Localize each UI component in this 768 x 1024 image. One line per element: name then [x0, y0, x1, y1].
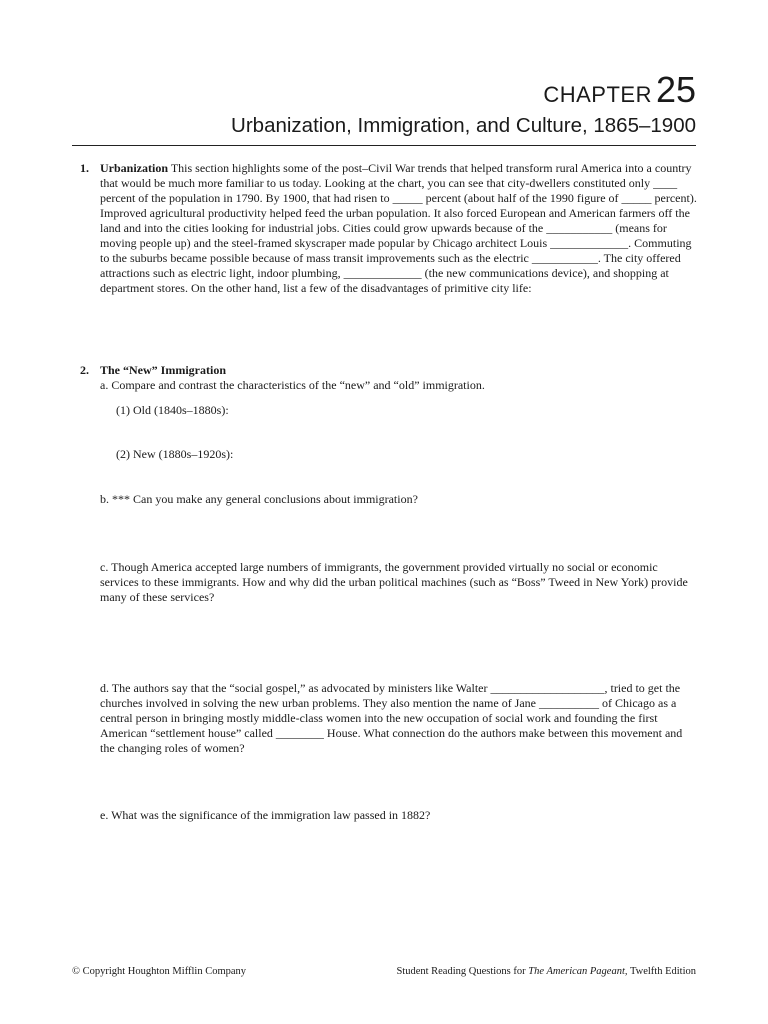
header-rule — [72, 145, 696, 146]
section-body — [100, 363, 698, 378]
question-a: a. Compare and contrast the characteristics of the “new” and “old” immigration. — [100, 378, 485, 392]
chapter-number: 25 — [655, 69, 696, 110]
section-heading: Urbanization — [100, 161, 169, 175]
section-new-immigration — [80, 363, 698, 378]
section-text: This section highlights some of the post–Civil War trends that helped transform rural America into a country that would be much more familiar to us today. Looking at the chart, you can see that city-dwellers constituted only ____ percent of the population in 1790. By 1900, that had risen to _____ percent (about half of the 1990 figure of _____ percent). Improved agricultural productivity helped feed the urban population. It also forced European and American farmers off the land and into the cities looking for industrial jobs. Cities could grow upwards because of the ___________ (means for moving people up) and the steel-framed skyscraper made popular by Chicago architect Louis _____________. Commuting to the suburbs became possible because of mass transit improvements such as the electric ___________. The city offered attractions such as electric light, indoor plumbing, _____________ (the new communications device), and shopping at department stores. On the other hand, list a few of the disadvantages of primitive city life: — [100, 161, 697, 295]
section-heading: The “New” Immigration — [100, 363, 226, 377]
section-number: 1. — [80, 161, 89, 175]
question-c: c. Though America accepted large numbers of immigrants, the government provided virtually no social or economic services to these immigrants. How and why did the urban political machines (such as “Boss” Tweed in New York) provide many of these services? — [100, 560, 688, 604]
footer-book-title: The American Pageant, — [528, 966, 628, 977]
chapter-header — [231, 69, 696, 138]
question-a-new: (2) New (1880s–1920s): — [116, 447, 234, 461]
section-number: 2. — [80, 363, 89, 377]
footer-edition: Twelfth Edition — [629, 966, 696, 977]
chapter-word: CHAPTER — [543, 82, 652, 107]
question-e: e. What was the significance of the immigration law passed in 1882? — [100, 808, 431, 822]
footer-prefix: Student Reading Questions for — [396, 966, 526, 977]
question-d: d. The authors say that the “social gospel,” as advocated by ministers like Walter ___________________, tried to get the churches involved in solving the new urban problems. They also mention the name of Jane __________ of Chicago as a central person in bringing mostly middle-class women into the new occupation of social work and founding the first American “settlement house” called ________ House. What connection do the authors make between this movement and the changing roles of women? — [100, 681, 683, 755]
section-body — [100, 161, 698, 296]
footer-copyright: © Copyright Houghton Mifflin Company — [72, 966, 247, 977]
question-b: b. *** Can you make any general conclusions about immigration? — [100, 492, 418, 506]
chapter-label — [231, 69, 696, 110]
question-a-old: (1) Old (1840s–1880s): — [116, 403, 229, 417]
footer-source — [396, 965, 696, 978]
section-urbanization — [80, 161, 698, 296]
chapter-title: Urbanization, Immigration, and Culture, 1865–1900 — [231, 114, 696, 137]
